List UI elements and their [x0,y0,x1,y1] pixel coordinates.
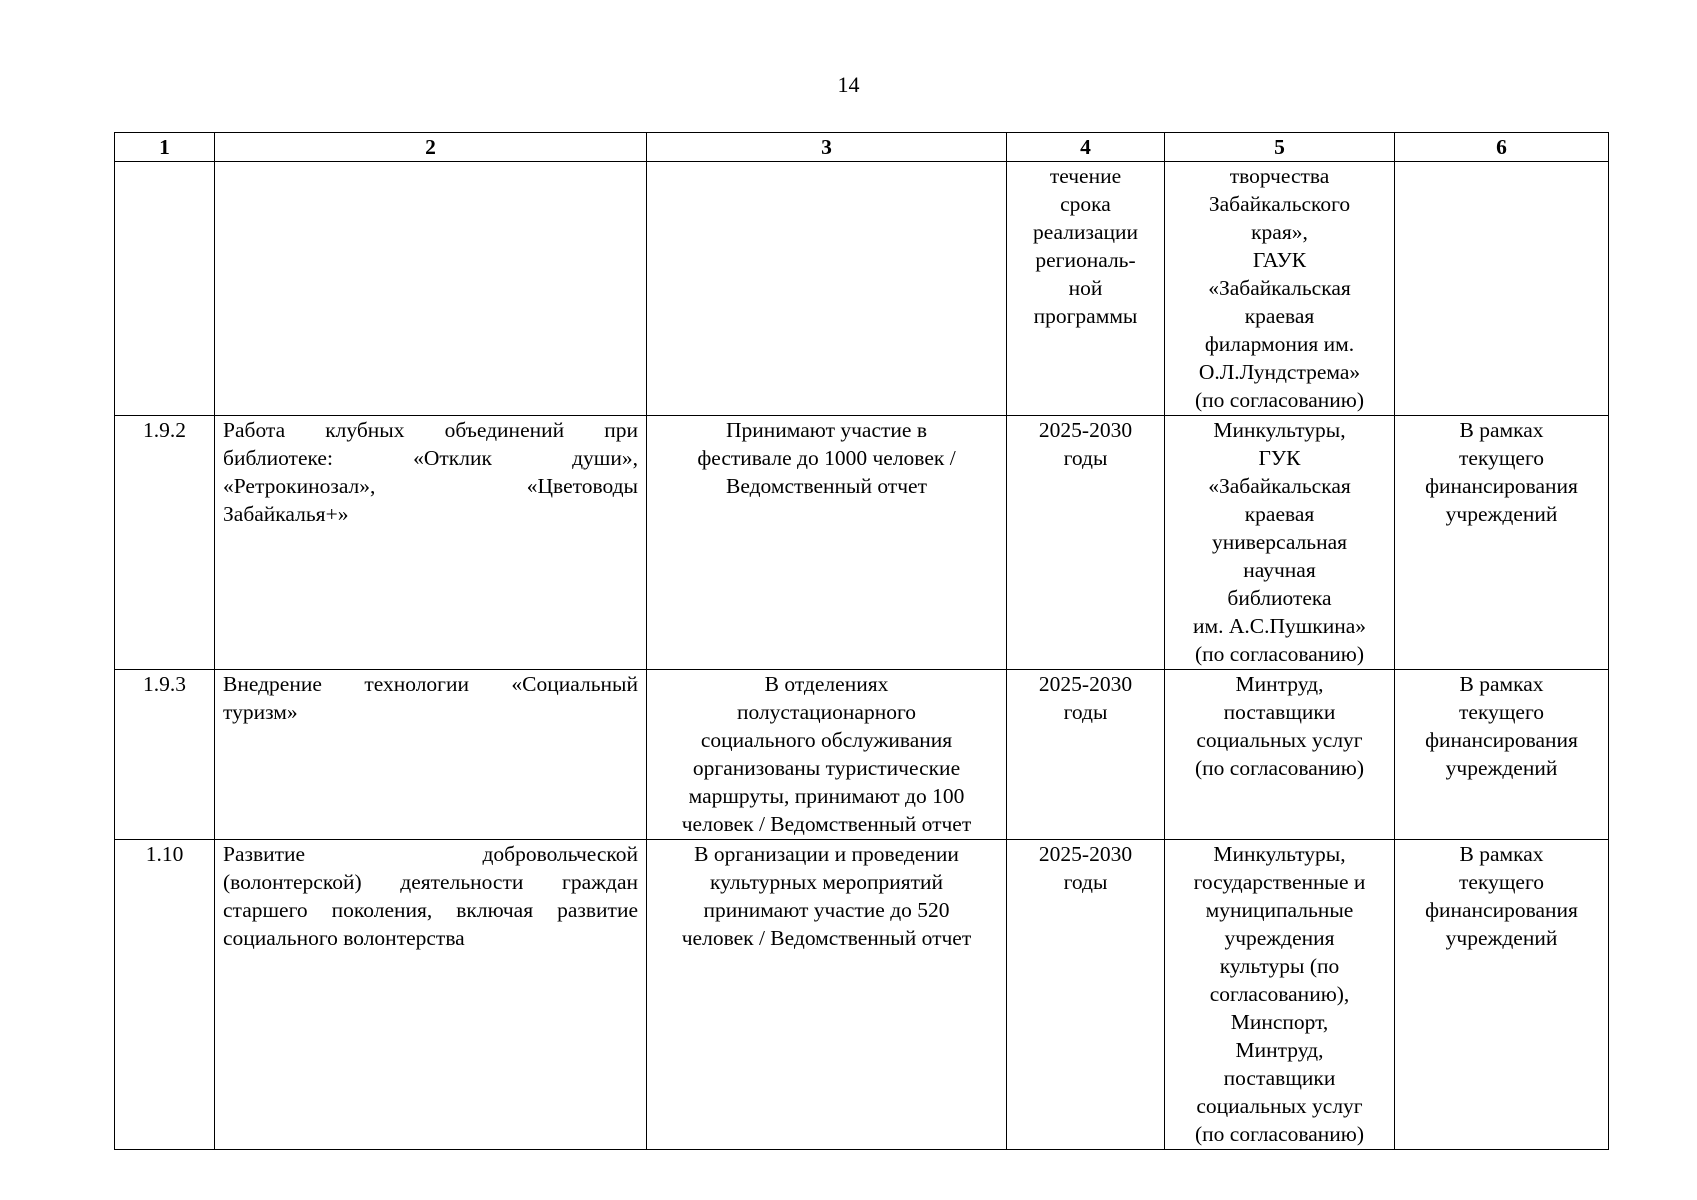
text-line: социального волонтерства [223,926,465,950]
text-line: годы [1063,446,1108,470]
text-line: научная [1243,558,1316,582]
cell-funding [1395,416,1609,670]
text-line: (по согласованию) [1194,1122,1365,1146]
header-col-6: 6 [1395,133,1609,162]
text-line: В отделениях [764,672,889,696]
cell-number: 1.9.2 [115,416,215,670]
text-line: туризм» [223,700,298,724]
text-line: маршруты, принимают до 100 [688,784,965,808]
text-line: краевая [1244,502,1315,526]
table-row-1-9-2 [115,416,1609,670]
cell-period [1007,670,1165,840]
text-line: государственные и [1193,870,1366,894]
text-line: края», [1251,220,1308,244]
cell-executor [1165,416,1395,670]
text-line: Минспорт, [1230,1010,1329,1034]
table-row-1-10 [115,840,1609,1150]
cell-title [215,162,647,416]
cell-period [1007,416,1165,670]
cell-result [647,840,1007,1150]
text-line: В организации и проведении [694,842,959,866]
text-line: В рамках [1459,842,1544,866]
text-line: учреждений [1445,756,1558,780]
text-line: «Ретрокинозал», «Цветоводы [223,474,638,498]
text-line: финансирования [1425,474,1578,498]
text-line: течение [1049,164,1122,188]
text-line: Внедрение технологии «Социальный [223,672,638,696]
measures-table [114,132,1609,1150]
text-line: ной [1068,276,1103,300]
text-line: Минтруд, [1235,672,1324,696]
cell-result [647,670,1007,840]
cell-funding [1395,670,1609,840]
text-line: Принимают участие в [726,418,927,442]
text-line: человек / Ведомственный отчет [681,812,972,836]
text-line: социальных услуг [1196,1094,1363,1118]
text-line: В рамках [1459,672,1544,696]
text-line: муниципальные [1205,898,1354,922]
cell-executor [1165,162,1395,416]
cell-period [1007,162,1165,416]
cell-number: 1.10 [115,840,215,1150]
text-line: текущего [1459,700,1544,724]
text-line: срока [1060,192,1111,216]
text-line: фестивале до 1000 человек / [697,446,956,470]
text-line: Развитие добровольческой [223,842,638,866]
cell-title [215,840,647,1150]
text-line: финансирования [1425,728,1578,752]
text-line: В рамках [1459,418,1544,442]
text-line: годы [1063,700,1108,724]
text-line: реализации [1032,220,1139,244]
table-row-continuation [115,162,1609,416]
text-line: учреждений [1445,502,1558,526]
header-col-4: 4 [1007,133,1165,162]
text-line: текущего [1459,446,1544,470]
text-line: «Забайкальская [1208,276,1351,300]
text-line: культуры (по [1219,954,1340,978]
text-line: учреждения [1224,926,1335,950]
text-line: Ведомственный отчет [726,474,927,498]
text-line: ГУК [1258,446,1301,470]
text-line: (по согласованию) [1194,642,1365,666]
text-line: культурных мероприятий [709,870,944,894]
text-line: принимают участие до 520 [703,898,950,922]
text-line: финансирования [1425,898,1578,922]
text-line: 2025-2030 [1038,672,1133,696]
header-col-3: 3 [647,133,1007,162]
table-row-1-9-3 [115,670,1609,840]
text-line: социального обслуживания [700,728,953,752]
text-line: универсальная [1211,530,1348,554]
text-line: (по согласованию) [1194,756,1365,780]
cell-result [647,162,1007,416]
header-col-2: 2 [215,133,647,162]
cell-executor [1165,670,1395,840]
header-col-1: 1 [115,133,215,162]
cell-funding [1395,840,1609,1150]
text-line: О.Л.Лундстрема» [1198,360,1361,384]
text-line: программы [1033,304,1138,328]
text-line: Минкультуры, [1213,842,1346,866]
page-number: 14 [837,72,860,97]
text-line: человек / Ведомственный отчет [681,926,972,950]
cell-result [647,416,1007,670]
text-line: филармония им. [1204,332,1355,356]
text-line: старшего поколения, включая развитие [223,898,638,922]
text-line: (по согласованию) [1194,388,1365,412]
text-line: библиотеке: «Отклик души», [223,446,638,470]
text-line: полустационарного [736,700,917,724]
text-line: библиотека [1227,586,1332,610]
text-line: Забайкалья+» [223,502,349,526]
text-line: Забайкальского [1208,192,1351,216]
cell-funding [1395,162,1609,416]
cell-period [1007,840,1165,1150]
header-row [115,133,1609,162]
text-line: Работа клубных объединений при [223,418,638,442]
text-line: Минкультуры, [1213,418,1346,442]
text-line: годы [1063,870,1108,894]
text-line: 2025-2030 [1038,842,1133,866]
text-line: поставщики [1223,700,1336,724]
cell-title [215,670,647,840]
text-line: текущего [1459,870,1544,894]
text-line: ГАУК [1252,248,1307,272]
text-line: учреждений [1445,926,1558,950]
cell-title [215,416,647,670]
text-line: (волонтерской) деятельности граждан [223,870,638,894]
text-line: Минтруд, [1235,1038,1324,1062]
text-line: согласованию), [1209,982,1350,1006]
text-line: 2025-2030 [1038,418,1133,442]
cell-executor [1165,840,1395,1150]
header-col-5: 5 [1165,133,1395,162]
text-line: поставщики [1223,1066,1336,1090]
cell-number [115,162,215,416]
text-line: организованы туристические [692,756,961,780]
text-line: социальных услуг [1196,728,1363,752]
text-line: краевая [1244,304,1315,328]
text-line: творчества [1229,164,1330,188]
text-line: им. А.С.Пушкина» [1192,614,1367,638]
text-line: «Забайкальская [1208,474,1351,498]
text-line: региональ- [1035,248,1136,272]
cell-number: 1.9.3 [115,670,215,840]
